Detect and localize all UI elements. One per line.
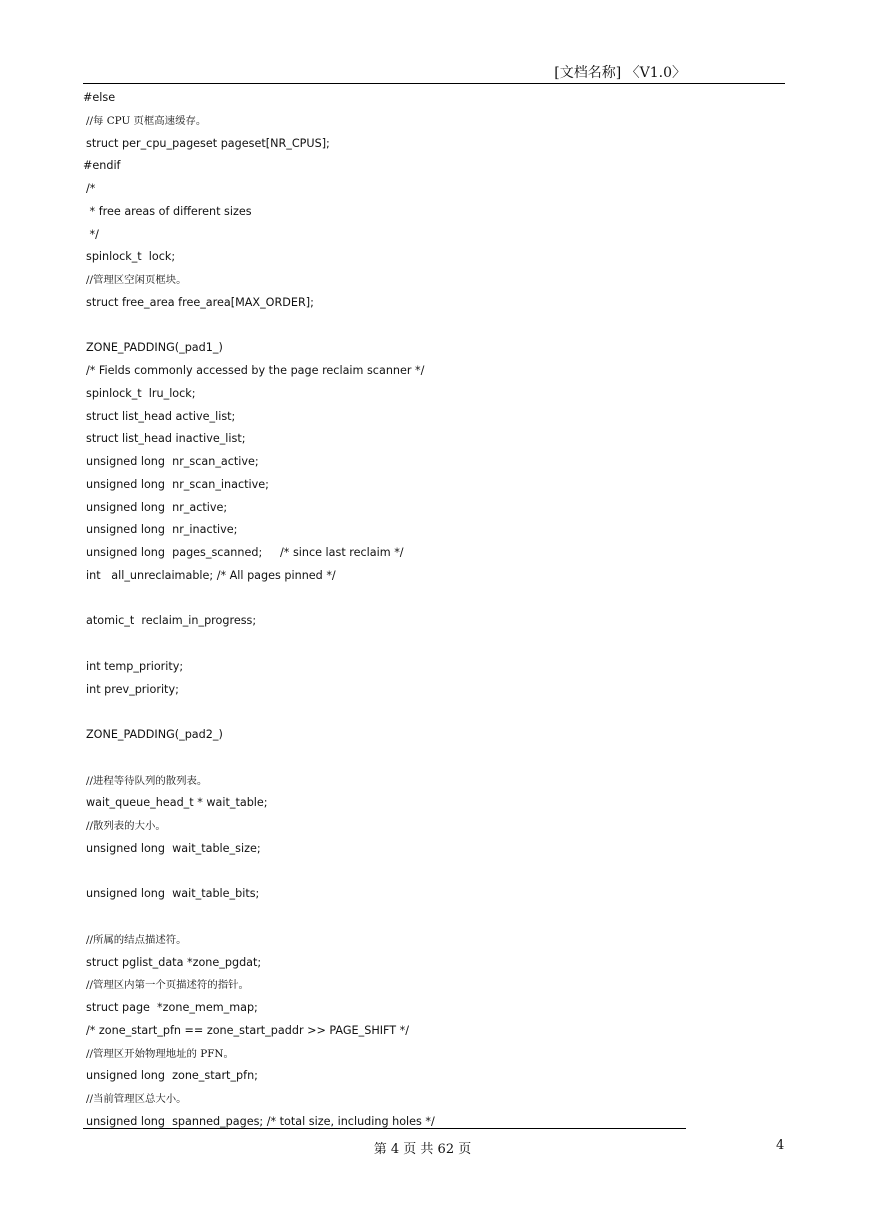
code-line: spinlock_t lock; (86, 250, 176, 264)
footer-rule (83, 1128, 686, 1129)
code-comment-line: //当前管理区总大小。 (86, 1093, 187, 1105)
code-line: ZONE_PADDING(_pad2_) (86, 728, 223, 741)
code-comment-line: //管理区开始物理地址的 PFN。 (86, 1047, 234, 1060)
code-listing (83, 87, 783, 1134)
code-line: /* Fields commonly accessed by the page reclaim scanner */ (86, 364, 425, 377)
code-comment-line: //散列表的大小。 (86, 820, 166, 832)
code-line (83, 315, 783, 338)
code-line: unsigned long spanned_pages; /* total size, including holes */ (86, 1114, 435, 1128)
document-header: [文档名称] 〈V1.0〉 (554, 65, 686, 81)
code-line (83, 701, 783, 724)
code-line: unsigned long pages_scanned; /* since last reclaim */ (86, 546, 404, 559)
code-line: #else (83, 91, 116, 104)
code-line: unsigned long nr_active; (86, 500, 228, 514)
code-line: ZONE_PADDING(_pad1_) (86, 341, 223, 355)
code-comment-line: //所属的结点描述符。 (86, 933, 187, 946)
code-line: spinlock_t lru_lock; (86, 386, 196, 400)
code-line: */ (86, 227, 99, 241)
code-line: struct pglist_data *zone_pgdat; (86, 955, 262, 969)
code-line: unsigned long wait_table_bits; (86, 887, 260, 901)
code-line: atomic_t reclaim_in_progress; (86, 614, 257, 628)
code-comment-line: //管理区内第一个页描述符的指针。 (86, 979, 249, 992)
code-line: struct list_head active_list; (86, 409, 236, 423)
code-comment-line: //管理区空闲页框块。 (86, 274, 187, 286)
code-line: /* (86, 182, 96, 195)
code-line (83, 906, 783, 929)
code-line: #endif (83, 159, 121, 173)
code-line: struct page *zone_mem_map; (86, 1001, 258, 1014)
code-line: unsigned long nr_scan_inactive; (86, 477, 269, 491)
code-line: unsigned long zone_start_pfn; (86, 1069, 258, 1083)
code-line (83, 588, 783, 611)
code-line: /* zone_start_pfn == zone_start_paddr >> PAGE_SHIFT */ (86, 1023, 410, 1037)
code-line: * free areas of different sizes (86, 204, 252, 218)
code-line: int prev_priority; (86, 682, 179, 696)
code-line: int temp_priority; (86, 659, 184, 673)
code-line (83, 633, 783, 656)
code-line: int all_unreclaimable; /* All pages pinned */ (86, 568, 336, 582)
code-line: struct list_head inactive_list; (86, 432, 246, 446)
header-rule (83, 83, 785, 84)
page-number: 4 (776, 1138, 785, 1153)
code-line: struct per_cpu_pageset pageset[NR_CPUS]; (86, 136, 330, 150)
code-line (83, 861, 783, 884)
code-line: unsigned long wait_table_size; (86, 841, 261, 855)
code-line (83, 747, 783, 770)
code-line: struct free_area free_area[MAX_ORDER]; (86, 295, 314, 309)
page-count: 第 4 页 共 62 页 (373, 1142, 472, 1157)
code-comment-line: //每 CPU 页框高速缓存。 (86, 114, 207, 127)
code-line: unsigned long nr_scan_active; (86, 455, 259, 468)
code-comment-line: //进程等待队列的散列表。 (86, 774, 208, 787)
code-line: wait_queue_head_t * wait_table; (86, 796, 268, 810)
code-line: unsigned long nr_inactive; (86, 523, 238, 537)
